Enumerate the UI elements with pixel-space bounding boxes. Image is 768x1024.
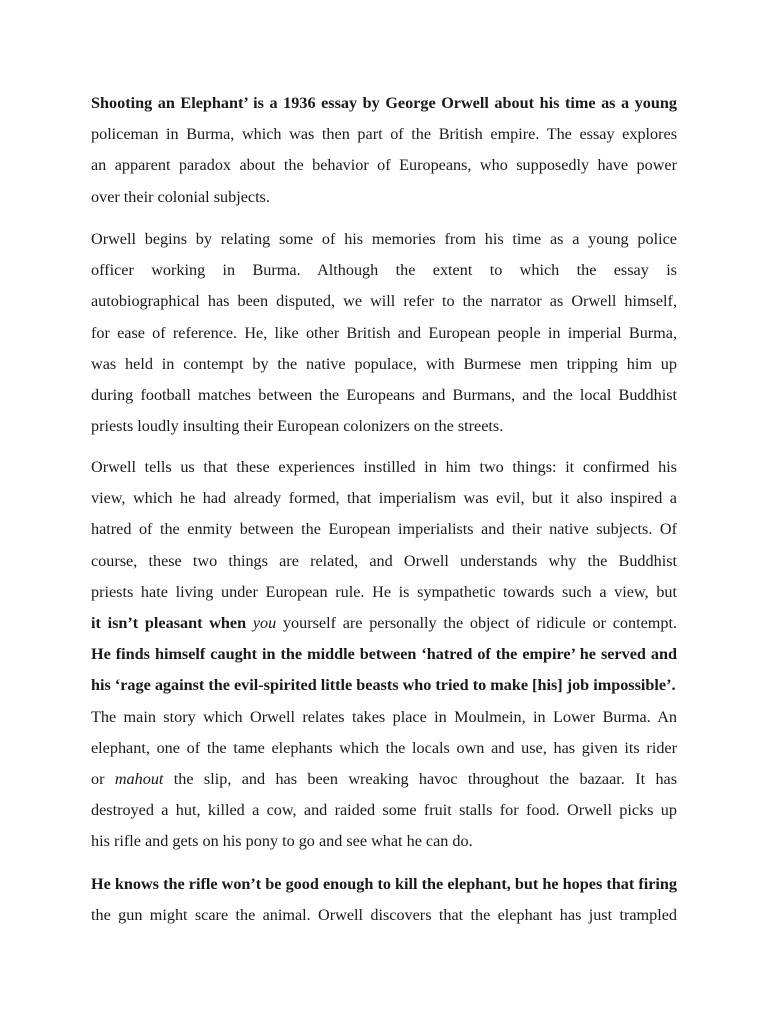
text-line: He knows the rifle won’t be good enough to kill the elephant, but he hopes that firing [91, 875, 677, 893]
text-line: Shooting an Elephant’ is a 1936 essay by George Orwell about his time as a young [91, 94, 677, 112]
text-line: policeman in Burma, which was then part of the British empire. The essay explores [91, 125, 677, 144]
text-line: priests loudly insulting their European colonizers on the streets. [91, 417, 504, 436]
text-line: autobiographical has been disputed, we will refer to the narrator as Orwell himself, [91, 292, 677, 311]
text-line: Orwell tells us that these experiences instilled in him two things: it confirmed his [91, 458, 677, 476]
text-line: the gun might scare the animal. Orwell discovers that the elephant has just trampled [91, 906, 677, 925]
text-line-mixed [91, 764, 677, 795]
text-segment: or [91, 769, 105, 788]
paragraph-intro [91, 88, 677, 213]
paragraph-experiences [91, 452, 677, 857]
text-line: course, these two things are related, and Orwell understands why the Buddhist [91, 551, 677, 570]
text-line: officer working in Burma. Although the extent to which the essay is [91, 261, 677, 280]
text-line: Orwell begins by relating some of his memories from his time as a young police [91, 230, 677, 248]
paragraph-rifle [91, 869, 677, 931]
text-line: for ease of reference. He, like other British and European people in imperial Burma, [91, 323, 677, 342]
text-line: elephant, one of the tame elephants which the locals own and use, has given its rider [91, 738, 677, 757]
text-line: over their colonial subjects. [91, 187, 270, 206]
text-line: was held in contempt by the native populace, with Burmese men tripping him up [91, 354, 677, 373]
text-line: an apparent paradox about the behavior of Europeans, who supposedly have power [91, 156, 677, 175]
text-line: during football matches between the Europeans and Burmans, and the local Buddhist [91, 385, 677, 404]
text-segment: the slip, and has been wreaking havoc throughout the bazaar. It has [173, 769, 677, 788]
text-line-mixed [91, 608, 677, 639]
bold-phrase: it isn’t pleasant when [91, 613, 247, 632]
text-segment: yourself are personally the object of ridicule or contempt. [282, 613, 677, 632]
text-line: destroyed a hut, killed a cow, and raided some fruit stalls for food. Orwell picks up [91, 801, 677, 820]
text-line: The main story which Orwell relates takes place in Moulmein, in Lower Burma. An [91, 707, 677, 726]
text-line: priests hate living under European rule. He is sympathetic towards such a view, but [91, 582, 677, 601]
italic-word: you [252, 613, 277, 632]
italic-word: mahout [114, 769, 164, 788]
text-line: He finds himself caught in the middle between ‘hatred of the empire’ he served and [91, 645, 677, 664]
text-line: his rifle and gets on his pony to go and see what he can do. [91, 832, 473, 851]
text-line: his ‘rage against the evil-spirited little beasts who tried to make [his] job impossible’. [91, 676, 676, 695]
text-line: hatred of the enmity between the European imperialists and their native subjects. Of [91, 520, 677, 539]
paragraph-memories [91, 224, 677, 442]
text-line: view, which he had already formed, that imperialism was evil, but it also inspired a [91, 489, 677, 508]
